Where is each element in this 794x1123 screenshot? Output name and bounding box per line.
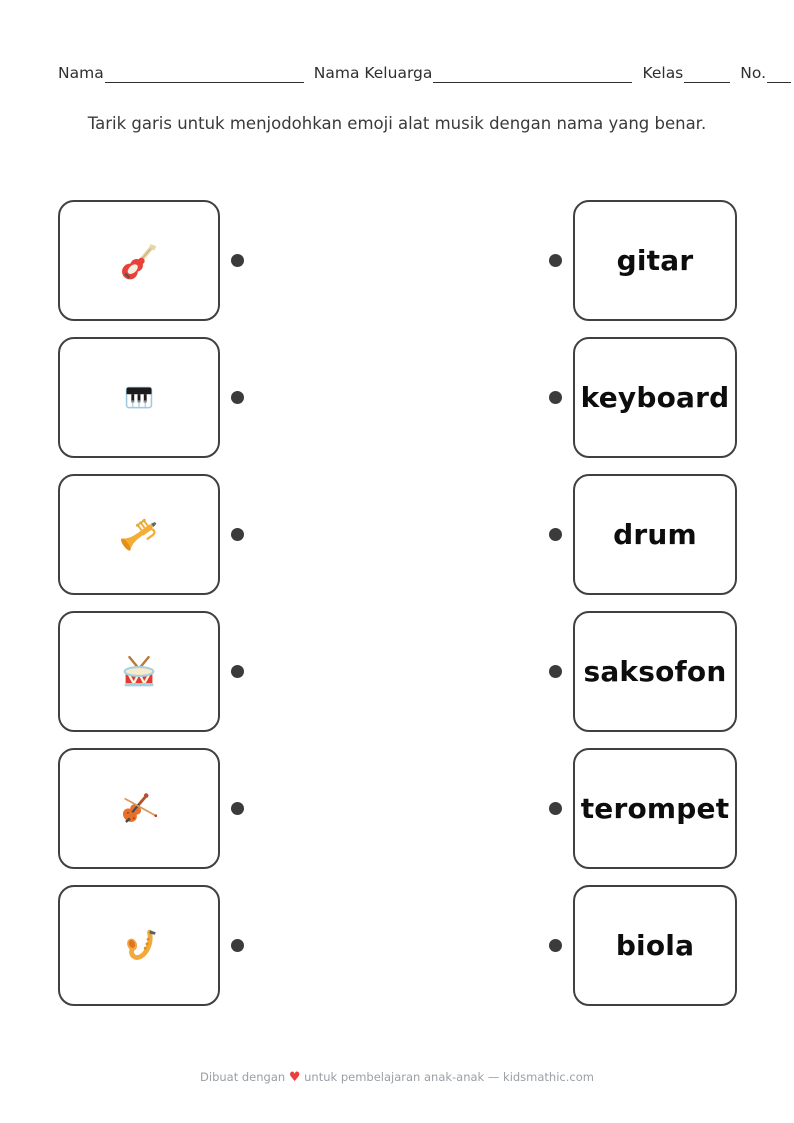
- answer-card-terompet: [573, 748, 737, 869]
- nama-label: Nama: [58, 64, 104, 82]
- nama-blank-field[interactable]: [105, 68, 304, 83]
- answer-card-biola: [573, 885, 737, 1006]
- emoji-card-violin: [58, 748, 220, 869]
- connector-dot-left-4[interactable]: [231, 665, 244, 678]
- footer-text-before: Dibuat dengan: [200, 1070, 286, 1084]
- connector-dot-left-3[interactable]: [231, 528, 244, 541]
- answer-card-drum: [573, 474, 737, 595]
- footer-credit: [0, 1070, 794, 1085]
- connector-dot-right-1[interactable]: [549, 254, 562, 267]
- matching-row-4: [58, 611, 737, 732]
- instruction-text: Tarik garis untuk menjodohkan emoji alat musik dengan nama yang benar.: [87, 114, 707, 133]
- emoji-card-trumpet: [58, 474, 220, 595]
- no-label: No.: [740, 64, 766, 82]
- connector-dot-right-6[interactable]: [549, 939, 562, 952]
- emoji-card-electric-guitar: [58, 200, 220, 321]
- kelas-label: Kelas: [642, 64, 684, 82]
- answer-card-gitar: [573, 200, 737, 321]
- header-blanks: [58, 64, 791, 83]
- heart-icon: ♥: [288, 1070, 301, 1085]
- matching-row-6: [58, 885, 737, 1006]
- kelas-blank-field[interactable]: [684, 68, 730, 83]
- electric-guitar-icon: [116, 238, 162, 284]
- answer-label: saksofon: [583, 655, 727, 688]
- connector-dot-left-1[interactable]: [231, 254, 244, 267]
- connector-dot-left-6[interactable]: [231, 939, 244, 952]
- connector-dot-right-2[interactable]: [549, 391, 562, 404]
- matching-row-5: [58, 748, 737, 869]
- matching-row-2: [58, 337, 737, 458]
- answer-label: biola: [615, 929, 695, 962]
- emoji-card-musical-keyboard: [58, 337, 220, 458]
- answer-label: terompet: [580, 792, 730, 825]
- saxophone-icon: [116, 923, 162, 969]
- matching-row-1: [58, 200, 737, 321]
- connector-dot-left-2[interactable]: [231, 391, 244, 404]
- answer-label: drum: [613, 518, 697, 551]
- connector-dot-right-4[interactable]: [549, 665, 562, 678]
- connector-dot-right-5[interactable]: [549, 802, 562, 815]
- no-blank-field[interactable]: [767, 68, 791, 83]
- answer-card-keyboard: [573, 337, 737, 458]
- nama-keluarga-blank-field[interactable]: [433, 68, 632, 83]
- answer-card-saksofon: [573, 611, 737, 732]
- nama-keluarga-label: Nama Keluarga: [313, 64, 433, 82]
- emoji-card-saxophone: [58, 885, 220, 1006]
- violin-icon: [116, 786, 162, 832]
- matching-area: [58, 200, 737, 1006]
- emoji-card-drum: [58, 611, 220, 732]
- answer-label: keyboard: [580, 381, 730, 414]
- drum-icon: [116, 649, 162, 695]
- musical-keyboard-icon: [116, 375, 162, 421]
- answer-label: gitar: [616, 244, 694, 277]
- trumpet-icon: [116, 512, 162, 558]
- connector-dot-left-5[interactable]: [231, 802, 244, 815]
- connector-dot-right-3[interactable]: [549, 528, 562, 541]
- footer-text-after: untuk pembelajaran anak-anak — kidsmathic.com: [304, 1070, 594, 1084]
- matching-row-3: [58, 474, 737, 595]
